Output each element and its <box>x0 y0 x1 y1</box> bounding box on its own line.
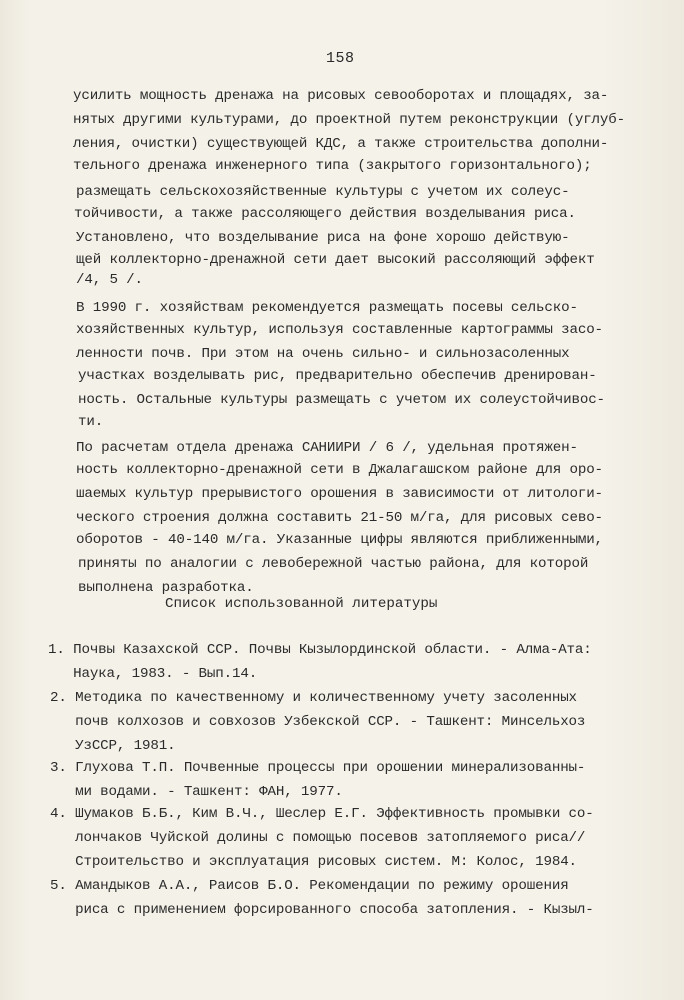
reference-line: 3. Глухова Т.П. Почвенные процессы при орошении минерализованны- <box>50 760 586 776</box>
body-line: ность. Остальные культуры размещать с учетом их солеустойчивос- <box>78 392 605 408</box>
body-line: усилить мощность дренажа на рисовых севооборотах и площадях, за- <box>73 88 609 104</box>
body-line: ления, очистки) существующей КДС, а также строительства дополни- <box>73 136 609 152</box>
reference-line: 4. Шумаков Б.Б., Ким В.Ч., Шеслер Е.Г. Эффективность промывки со- <box>50 806 594 822</box>
page-number: 158 <box>326 50 355 67</box>
body-line: тойчивости, а также рассоляющего действия возделывания риса. <box>74 206 576 222</box>
reference-line: 2. Методика по качественному и количественному учету засоленных <box>50 690 577 706</box>
section-title: Список использованной литературы <box>165 596 438 612</box>
body-line: По расчетам отдела дренажа САНИИРИ / 6 /, удельная протяжен- <box>76 440 578 456</box>
body-line: ность коллекторно-дренажной сети в Джалагашском районе для оро- <box>76 462 603 478</box>
reference-line: 5. Амандыков А.А., Раисов Б.О. Рекомендации по режиму орошения <box>50 878 569 894</box>
body-line: тельного дренажа инженерного типа (закрытого горизонтального); <box>73 158 592 174</box>
body-line: ческого строения должна составить 21-50 м/га, для рисовых сево- <box>76 510 603 526</box>
body-line: ти. <box>78 414 104 430</box>
reference-line: 1. Почвы Казахской ССР. Почвы Кызылординской области. - Алма-Ата: <box>48 642 592 658</box>
body-line: нятых другими культурами, до проектной путем реконструкции (углуб- <box>73 112 626 128</box>
body-line: оборотов - 40-140 м/га. Указанные цифры являются приближенными, <box>76 532 603 548</box>
body-line: щей коллекторно-дренажной сети дает высокий рассоляющий эффект <box>76 252 595 268</box>
body-line: шаемых культур прерывистого орошения в зависимости от литологи- <box>76 486 603 502</box>
body-line: участках возделывать рис, предварительно обеспечив дренирован- <box>78 368 597 384</box>
reference-line: лончаков Чуйской долины с помощью посевов затопляемого риса// <box>50 830 586 846</box>
reference-line: Строительство и эксплуатация рисовых систем. М: Колос, 1984. <box>50 854 577 870</box>
body-line: приняты по аналогии с левобережной частью района, для которой <box>78 556 589 572</box>
reference-line: риса с применением форсированного способа затопления. - Кызыл- <box>50 902 594 918</box>
reference-line: УзССР, 1981. <box>50 738 176 754</box>
reference-line: почв колхозов и совхозов Узбекской ССР. - Ташкент: Минсельхоз <box>50 714 586 730</box>
body-line: выполнена разработка. <box>78 580 254 596</box>
reference-line: ми водами. - Ташкент: ФАН, 1977. <box>50 784 343 800</box>
body-line: /4, 5 /. <box>76 272 143 288</box>
body-line: Установлено, что возделывание риса на фоне хорошо действую- <box>76 230 570 246</box>
body-line: хозяйственных культур, используя составленные картограммы засо- <box>76 322 603 338</box>
reference-line: Наука, 1983. - Вып.14. <box>48 666 258 682</box>
body-line: В 1990 г. хозяйствам рекомендуется размещать посевы сельско- <box>76 300 578 316</box>
body-line: размещать сельскохозяйственные культуры с учетом их солеус- <box>76 184 570 200</box>
body-line: ленности почв. При этом на очень сильно- и сильнозасоленных <box>76 346 570 362</box>
